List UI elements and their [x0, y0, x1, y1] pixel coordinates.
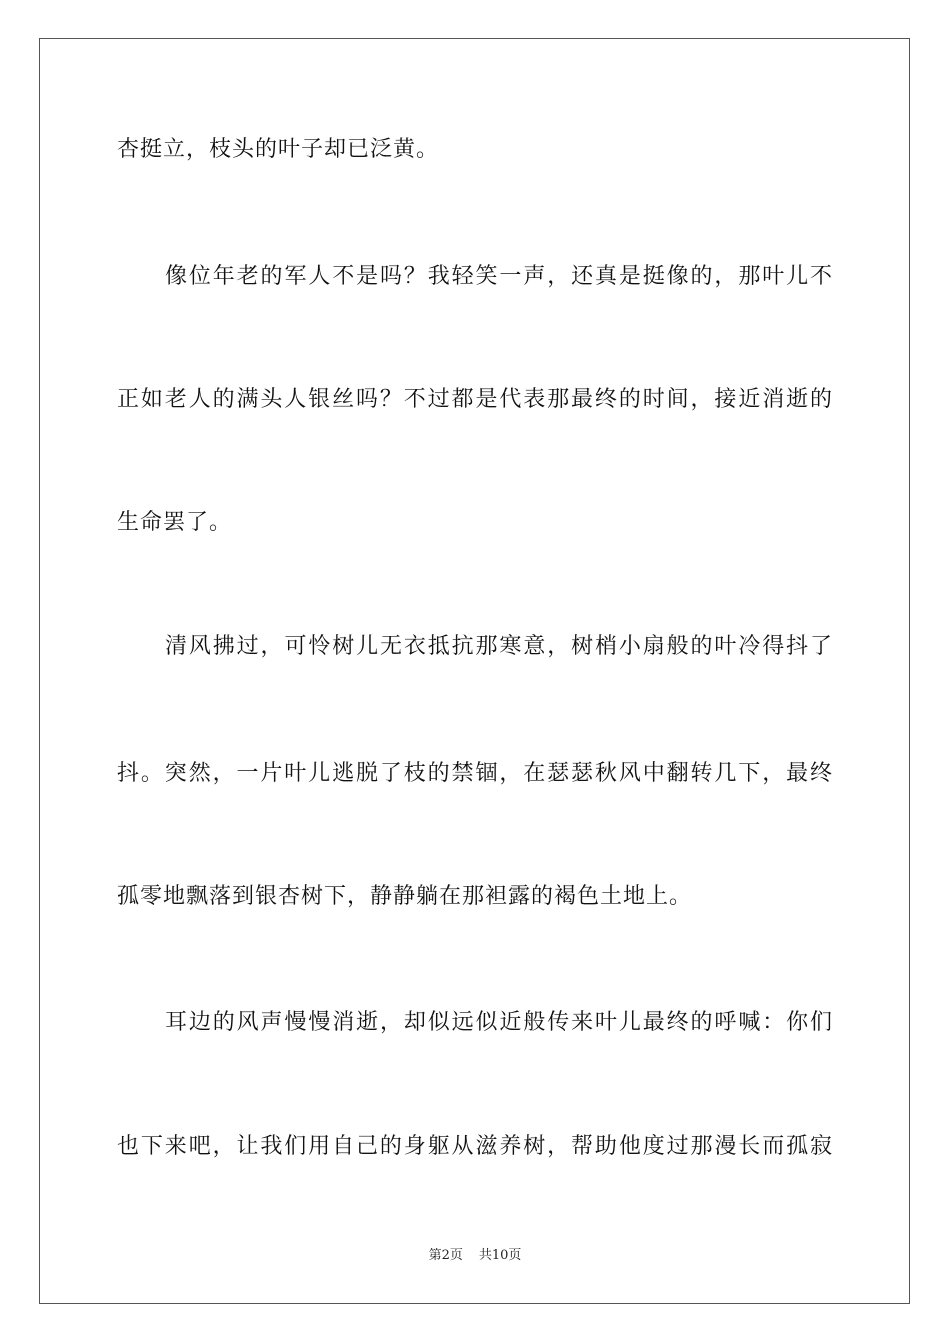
- page-number: 第2页: [428, 1248, 463, 1263]
- body-line-8: 耳边的风声慢慢消逝，却似远似近般传来叶儿最终的呼喊：你们: [165, 1010, 833, 1035]
- page-footer: [0, 1247, 950, 1265]
- body-line-9: 也下来吧，让我们用自己的身躯从滋养树，帮助他度过那漫长而孤寂: [117, 1134, 833, 1159]
- body-line-1: 杏挺立，枝头的叶子却已泛黄。: [117, 137, 440, 162]
- body-line-3: 正如老人的满头人银丝吗？不过都是代表那最终的时间，接近消逝的: [117, 387, 833, 412]
- body-line-2: 像位年老的军人不是吗？我轻笑一声，还真是挺像的，那叶儿不: [165, 264, 833, 289]
- body-line-4: 生命罢了。: [117, 510, 233, 535]
- body-line-5: 清风拂过，可怜树儿无衣抵抗那寒意，树梢小扇般的叶冷得抖了: [165, 634, 833, 659]
- page-total: 共10页: [478, 1248, 522, 1263]
- page-border: [39, 38, 910, 1304]
- body-line-7: 孤零地飘落到银杏树下，静静躺在那袒露的褐色土地上。: [117, 884, 693, 909]
- body-line-6: 抖。突然，一片叶儿逃脱了枝的禁锢，在瑟瑟秋风中翻转几下，最终: [117, 761, 833, 786]
